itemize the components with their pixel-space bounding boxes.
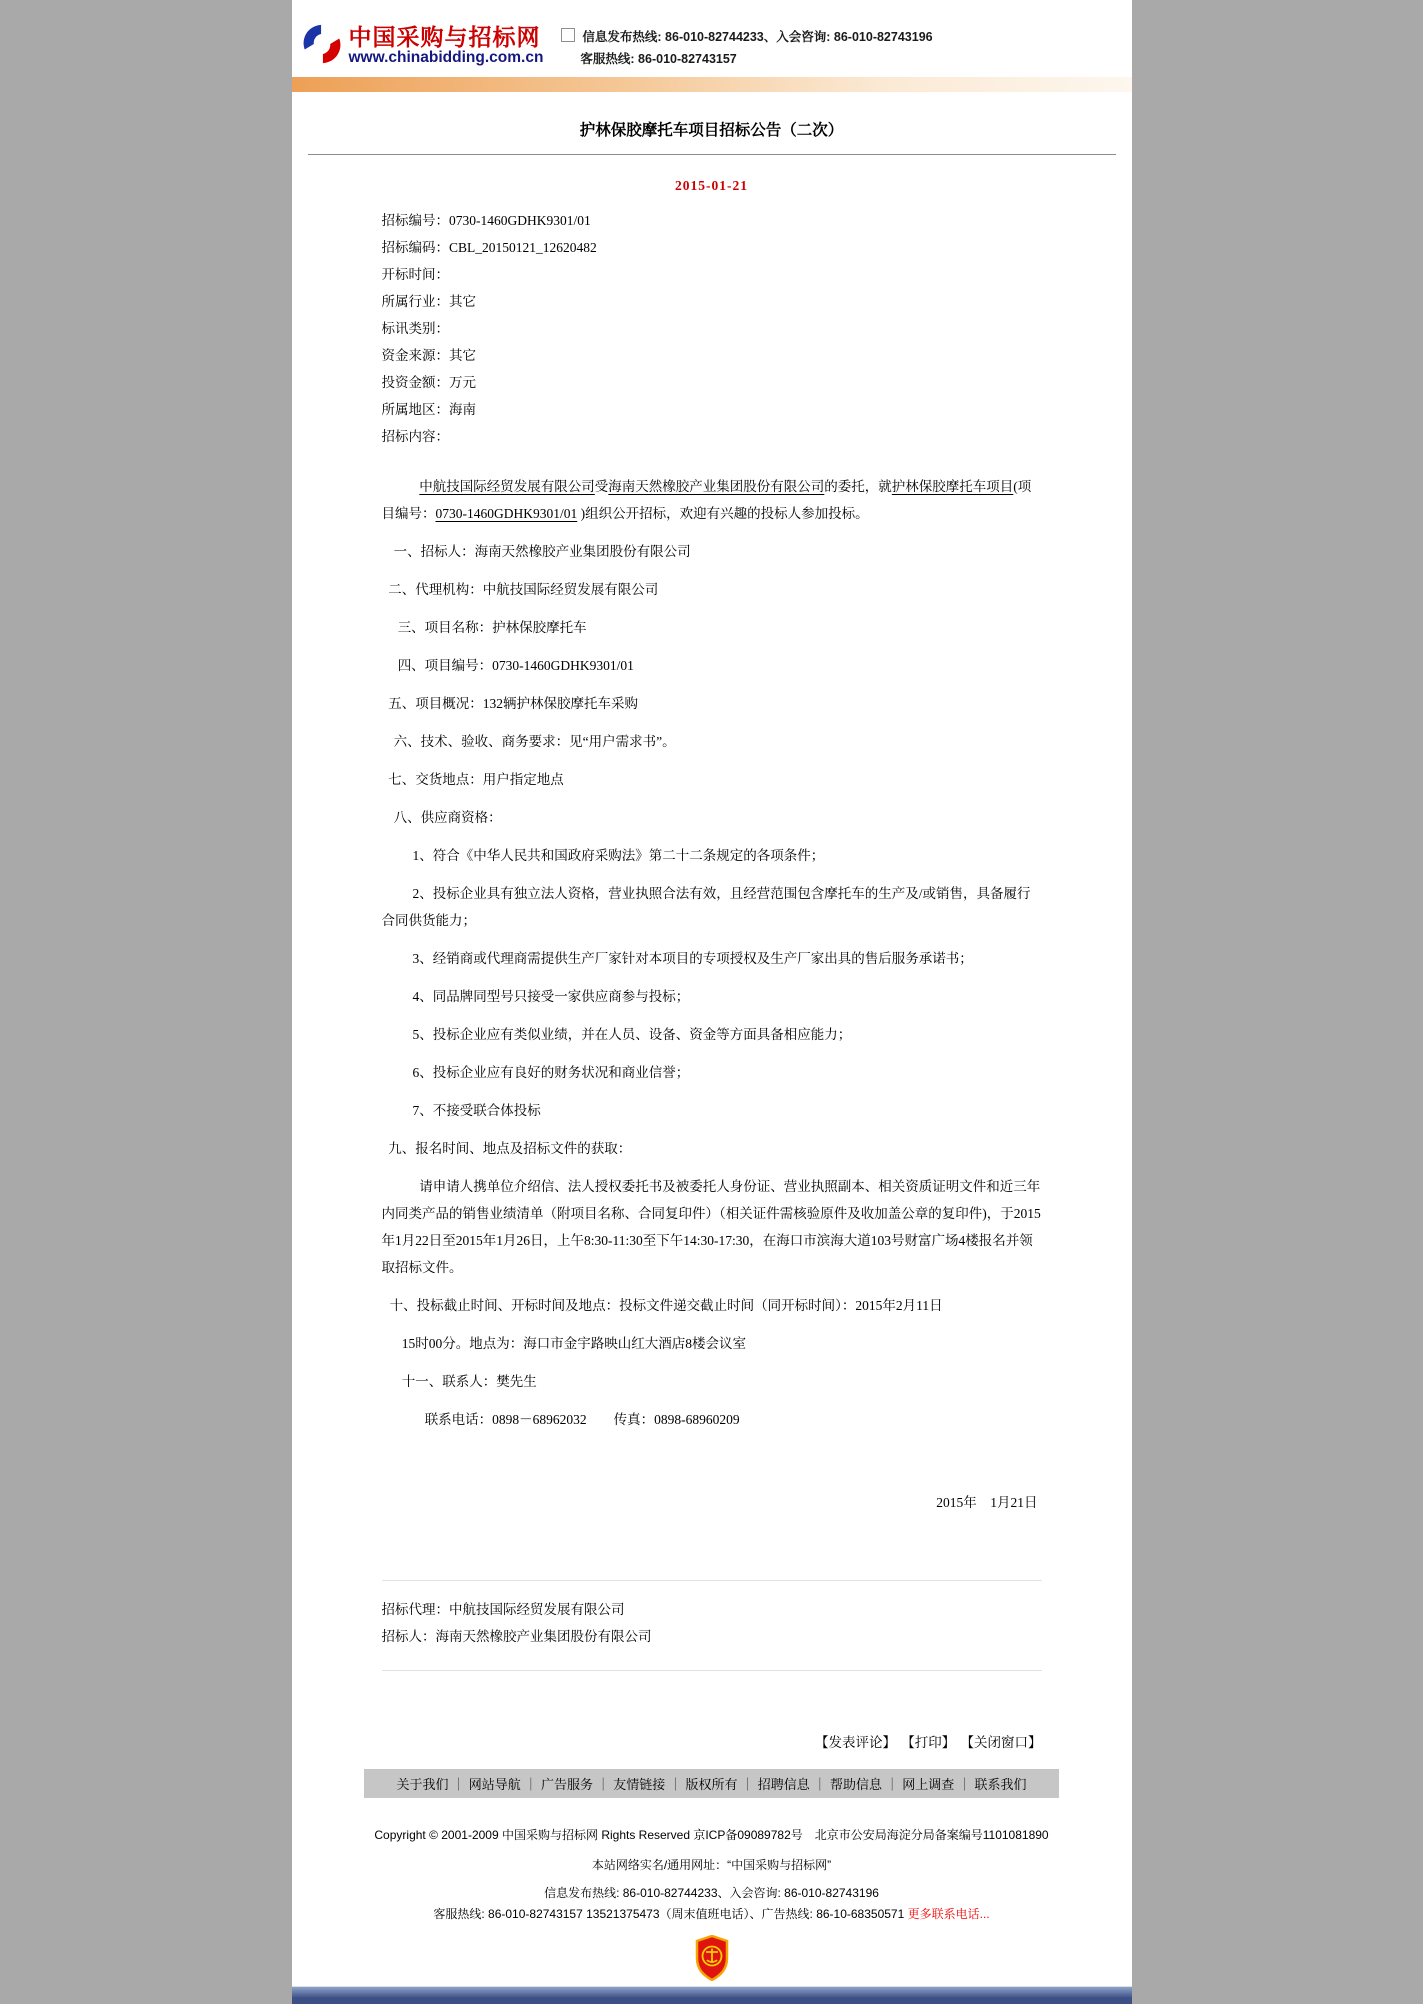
intro-text: (项目编号：	[381, 478, 1032, 521]
doc-paragraph: 5、投标企业应有类似业绩，并在人员、设备、资金等方面具备相应能力；	[412, 1026, 852, 1042]
field-list	[382, 207, 1042, 450]
site-url: www.chinabidding.com.cn	[348, 49, 544, 67]
doc-paragraph: 3、经销商或代理商需提供生产厂家针对本项目的专项授权及生产厂家出具的售后服务承诺书；	[412, 950, 973, 966]
footer-nav	[364, 1769, 1059, 1798]
credibility-badge-icon[interactable]	[694, 1935, 730, 1986]
paragraph-list	[382, 538, 1042, 1433]
footer-service-hotline-text: 客服热线: 86-010-82743157 13521375473（周末值班电话）、广告热线: 86-10-68350571	[433, 1906, 908, 1921]
intro-paragraph	[382, 473, 1042, 527]
field-value: 0730-1460GDHK9301/01	[449, 212, 591, 228]
doc-paragraph: 六、技术、验收、商务要求：见“用户需求书”。	[393, 733, 676, 749]
field-row	[382, 288, 1042, 315]
doc-paragraph: 七、交货地点：用户指定地点	[388, 771, 564, 787]
doc-paragraph: 6、投标企业应有良好的财务状况和商业信誉；	[412, 1064, 690, 1080]
field-row	[382, 342, 1042, 369]
doc-paragraph: 九、报名时间、地点及招标文件的获取：	[388, 1140, 632, 1156]
intro-underlined-text: 护林保胶摩托车项目	[891, 478, 1014, 494]
signature-agent: 招标代理：中航技国际经贸发展有限公司	[381, 1601, 625, 1617]
field-label: 招标编码：	[381, 239, 449, 255]
document-head	[292, 118, 1132, 155]
intro-text: 的委托，就	[824, 478, 892, 494]
nav-separator: ｜	[520, 1776, 541, 1792]
field-value: 其它	[449, 293, 476, 309]
orange-divider-bar	[292, 77, 1132, 92]
doc-paragraph: 二、代理机构：中航技国际经贸发展有限公司	[388, 581, 659, 597]
site-name: 中国采购与招标网	[348, 24, 541, 51]
site-logo-icon	[302, 24, 342, 69]
nav-separator: ｜	[809, 1776, 830, 1792]
field-label: 标讯类别：	[381, 320, 449, 336]
field-row	[382, 234, 1042, 261]
field-row	[382, 261, 1042, 288]
field-row	[382, 396, 1042, 423]
field-label: 投资金额：	[381, 374, 449, 390]
field-row	[382, 423, 1042, 450]
close-window-button[interactable]: 【关闭窗口】	[967, 1734, 1042, 1750]
intro-text: 受	[594, 478, 609, 494]
intro-underlined-text: 海南天然橡胶产业集团股份有限公司	[608, 478, 825, 494]
comment-button[interactable]: 【发表评论】	[815, 1734, 896, 1750]
intro-text: )组织公开招标，欢迎有兴趣的投标人参加投标。	[577, 505, 869, 521]
doc-paragraph: 请申请人携单位介绍信、法人授权委托书及被委托人身份证、营业执照副本、相关资质证明文件和近三年内同类产品的销售业绩清单（附项目名称、合同复印件）（相关证件需核验原件及收加盖公章的复印件)，于2015年1月22日至2015年1月26日，上午8:30-11:30至下午14:30-17:30，在海口市滨海大道103号财富广场4楼报名并领取招标文件。	[381, 1178, 1041, 1275]
doc-paragraph: 五、项目概况：132辆护林保胶摩托车采购	[388, 695, 638, 711]
field-value: 海南	[449, 401, 476, 417]
footer-service-hotline	[292, 1905, 1132, 1922]
print-button[interactable]: 【打印】	[908, 1734, 956, 1750]
nav-separator: ｜	[593, 1776, 614, 1792]
header-contact-row1	[561, 27, 932, 49]
doc-paragraph: 八、供应商资格：	[393, 809, 502, 825]
field-row	[382, 315, 1042, 342]
header-contact-block	[561, 24, 932, 71]
announcement-document	[292, 92, 1132, 1671]
sign-date: 2015年 1月21日	[936, 1494, 1038, 1510]
site-header	[292, 0, 1132, 77]
footer-nav-link[interactable]: 网站导航	[468, 1776, 521, 1792]
doc-paragraph: 15时00分。地点为：海口市金宇路映山红大酒店8楼会议室	[401, 1335, 746, 1351]
badge-area	[292, 1935, 1132, 1986]
footer-nav-link[interactable]: 友情链接	[613, 1776, 666, 1792]
footer-nav-link[interactable]: 网上调查	[902, 1776, 955, 1792]
field-label: 开标时间：	[381, 266, 449, 282]
footer-nav-link[interactable]: 版权所有	[685, 1776, 738, 1792]
doc-paragraph: 7、不接受联合体投标	[412, 1102, 541, 1118]
site-realname-line: 本站网络实名/通用网址：“中国采购与招标网”	[591, 1857, 832, 1872]
field-row	[382, 369, 1042, 396]
doc-paragraph: 十、投标截止时间、开标时间及地点：投标文件递交截止时间（同开标时间）：2015年2月11日	[389, 1297, 943, 1313]
document-body	[292, 207, 1132, 1671]
header-checkbox[interactable]	[561, 28, 575, 42]
doc-paragraph: 联系电话：0898－68962032 传真：0898-68960209	[424, 1411, 740, 1427]
field-value: CBL_20150121_12620482	[449, 239, 597, 255]
header-hotline-1: 信息发布热线: 86-010-82744233、入会咨询: 86-010-82743196	[582, 30, 933, 44]
footer-nav-link[interactable]: 帮助信息	[829, 1776, 882, 1792]
intro-underlined-text: 0730-1460GDHK9301/01	[435, 505, 578, 521]
field-label: 资金来源：	[381, 347, 449, 363]
nav-separator: ｜	[737, 1776, 758, 1792]
header-hotline-2: 客服热线: 86-010-82743157	[580, 51, 737, 66]
content-column	[292, 0, 1132, 2004]
field-value: 其它	[449, 347, 476, 363]
doc-paragraph: 1、符合《中华人民共和国政府采购法》第二十二条规定的各项条件；	[412, 847, 825, 863]
field-value: 万元	[449, 374, 476, 390]
footer-nav-link[interactable]: 广告服务	[540, 1776, 593, 1792]
signature-tenderer: 招标人：海南天然橡胶产业集团股份有限公司	[381, 1628, 652, 1644]
field-label: 所属行业：	[381, 293, 449, 309]
field-label: 招标编号：	[381, 212, 449, 228]
doc-paragraph: 十一、联系人：樊先生	[401, 1373, 537, 1389]
doc-paragraph: 一、招标人：海南天然橡胶产业集团股份有限公司	[393, 543, 691, 559]
field-label: 招标内容：	[381, 428, 449, 444]
site-logo-text	[349, 26, 544, 67]
nav-separator: ｜	[882, 1776, 903, 1792]
nav-separator: ｜	[954, 1776, 975, 1792]
site-logo[interactable]	[302, 24, 544, 69]
publish-date: 2015-01-21	[675, 177, 748, 193]
doc-paragraph: 四、项目编号：0730-1460GDHK9301/01	[397, 657, 634, 673]
footer-nav-link[interactable]: 招聘信息	[757, 1776, 810, 1792]
intro-underlined-text: 中航技国际经贸发展有限公司	[419, 478, 595, 494]
footer-nav-link[interactable]: 关于我们	[396, 1776, 449, 1792]
bottom-navy-bar	[292, 1986, 1132, 2004]
footer-publish-hotline: 信息发布热线: 86-010-82744233、入会咨询: 86-010-82743196	[544, 1885, 879, 1900]
copyright-line: Copyright © 2001-2009 中国采购与招标网 Rights Reserved 京ICP备09089782号 北京市公安局海淀分局备案编号1101081890	[374, 1827, 1049, 1842]
doc-paragraph: 4、同品牌同型号只接受一家供应商参与投标；	[412, 988, 690, 1004]
field-row	[382, 207, 1042, 234]
field-label: 所属地区：	[381, 401, 449, 417]
doc-paragraph: 三、项目名称：护林保胶摩托车	[397, 619, 587, 635]
title-divider	[308, 154, 1116, 155]
nav-separator: ｜	[448, 1776, 469, 1792]
more-contacts-link[interactable]: 更多联系电话...	[907, 1906, 990, 1921]
action-links	[292, 1731, 1132, 1751]
nav-separator: ｜	[665, 1776, 686, 1792]
footer-info	[292, 1798, 1132, 1922]
signature-block	[382, 1580, 1042, 1671]
footer-nav-link[interactable]: 联系我们	[974, 1776, 1027, 1792]
page-title: 护林保胶摩托车项目招标公告（二次）	[579, 121, 844, 139]
doc-paragraph: 2、投标企业具有独立法人资格，营业执照合法有效，且经营范围包含摩托车的生产及/或销售，具备履行合同供货能力；	[381, 885, 1031, 928]
